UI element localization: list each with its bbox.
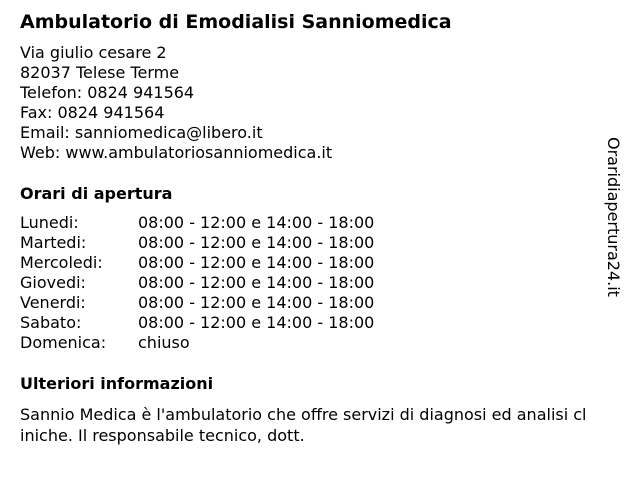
day-label: Mercoledi: [20, 253, 103, 272]
time-value: 08:00 - 12:00 e 14:00 - 18:00 [138, 273, 375, 292]
fax-number: Fax: 0824 941564 [20, 103, 165, 122]
time-value: chiuso [138, 333, 190, 352]
day-label: Giovedi: [20, 273, 86, 292]
address-city: 82037 Telese Terme [20, 63, 180, 82]
day-label: Domenica: [20, 333, 107, 352]
day-label: Lunedi: [20, 213, 79, 232]
time-value: 08:00 - 12:00 e 14:00 - 18:00 [138, 233, 375, 252]
time-value: 08:00 - 12:00 e 14:00 - 18:00 [138, 293, 375, 312]
email-label: Email: [20, 123, 75, 142]
business-title: Ambulatorio di Emodialisi Sanniomedica [20, 11, 452, 33]
day-label: Venerdi: [20, 293, 86, 312]
additional-info-heading: Ulteriori informazioni [20, 374, 214, 393]
day-label: Martedi: [20, 233, 87, 252]
web-line [20, 143, 332, 163]
address-street: Via giulio cesare 2 [20, 43, 167, 62]
time-value: 08:00 - 12:00 e 14:00 - 18:00 [138, 213, 375, 232]
day-label: Sabato: [20, 313, 82, 332]
contact-block [20, 43, 332, 163]
phone-number: Telefon: 0824 941564 [20, 83, 195, 102]
time-value: 08:00 - 12:00 e 14:00 - 18:00 [138, 313, 375, 332]
web-link[interactable]: www.ambulatoriosanniomedica.it [65, 143, 333, 162]
email-line [20, 123, 332, 143]
additional-info-text: Sannio Medica è l'ambulatorio che offre servizi di diagnosi ed analisi cliniche. Il responsabile tecnico, dott. [20, 405, 587, 445]
email-link[interactable]: sanniomedica@libero.it [74, 123, 263, 142]
opening-hours-heading: Orari di apertura [20, 184, 173, 203]
web-label: Web: [20, 143, 66, 162]
time-value: 08:00 - 12:00 e 14:00 - 18:00 [138, 253, 375, 272]
site-watermark: Oraridiapertura24.it [604, 137, 623, 297]
